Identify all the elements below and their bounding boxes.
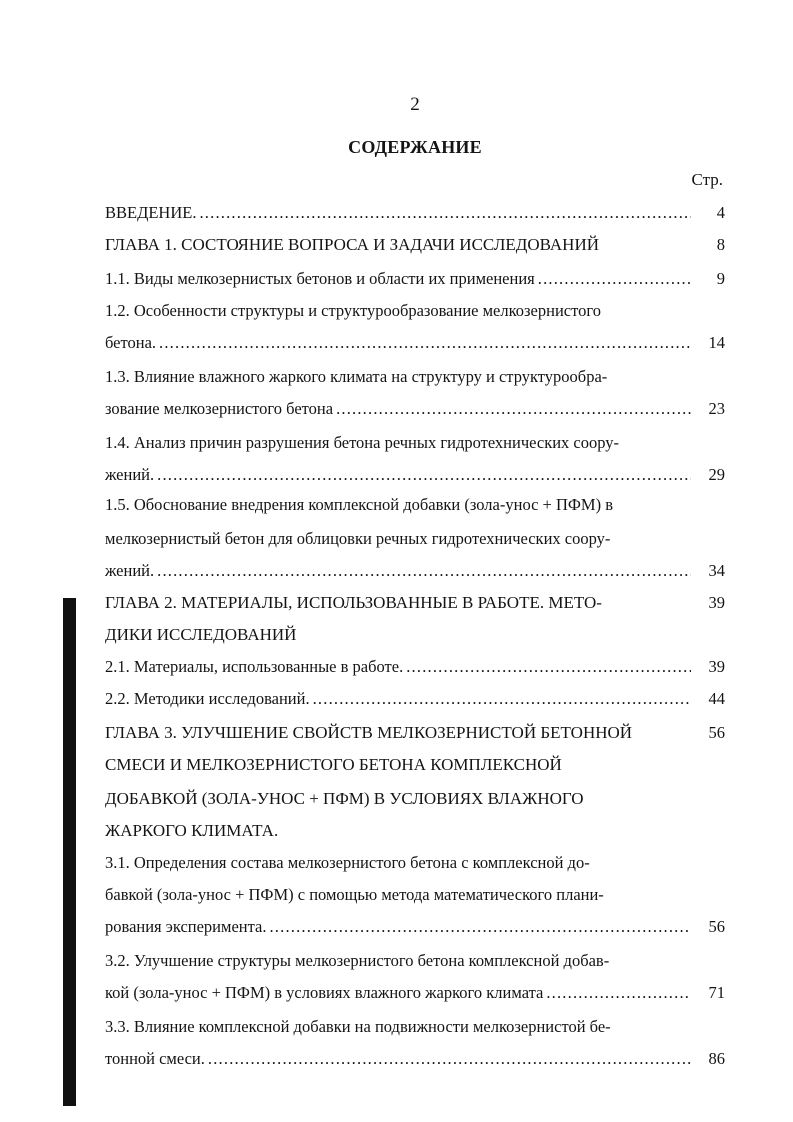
toc-entry-text: ГЛАВА 2. МАТЕРИАЛЫ, ИСПОЛЬЗОВАННЫЕ В РАБОТЕ. МЕТО-	[105, 593, 602, 612]
toc-entry	[105, 950, 725, 972]
toc-entry-text: 1.3. Влияние влажного жаркого климата на структуру и структурообра-	[105, 367, 608, 386]
dot-leader	[159, 332, 691, 354]
toc-entry	[105, 624, 725, 646]
toc-entry	[105, 528, 725, 550]
toc-page-number: 23	[708, 399, 725, 418]
toc-entry-text: ГЛАВА 1. СОСТОЯНИЕ ВОПРОСА И ЗАДАЧИ ИССЛЕДОВАНИЙ	[105, 235, 599, 254]
toc-entry-text: тонной смеси.	[105, 1049, 205, 1068]
page-title: СОДЕРЖАНИЕ	[348, 137, 482, 157]
toc-entry-text: мелкозернистый бетон для облицовки речных гидротехнических соору-	[105, 529, 611, 548]
dot-leader	[336, 398, 691, 420]
toc-page-number: 44	[708, 689, 725, 708]
page-number: 2	[410, 94, 420, 115]
toc-entry	[105, 1016, 725, 1038]
dot-leader	[157, 464, 691, 486]
toc-entry-text: ДОБАВКОЙ (ЗОЛА-УНОС + ПФМ) В УСЛОВИЯХ ВЛАЖНОГО	[105, 789, 584, 808]
toc-entry	[105, 202, 725, 224]
toc-entry-text: 3.2. Улучшение структуры мелкозернистого бетона комплексной добав-	[105, 951, 610, 970]
toc-entry	[105, 656, 725, 678]
toc-entry-text: жений.	[105, 465, 155, 484]
toc-entry-text: 2.1. Материалы, использованные в работе.	[105, 657, 404, 676]
toc-entry-text: 1.5. Обоснование внедрения комплексной добавки (зола-унос + ПФМ) в	[105, 495, 614, 514]
dot-leader	[313, 688, 691, 710]
toc-entry-text: СМЕСИ И МЕЛКОЗЕРНИСТОГО БЕТОНА КОМПЛЕКСНОЙ	[105, 755, 562, 774]
toc-entry	[105, 820, 725, 842]
toc-entry-text: кой (зола-унос + ПФМ) в условиях влажного жаркого климата	[105, 983, 544, 1002]
toc-entry-text: 1.4. Анализ причин разрушения бетона речных гидротехнических соору-	[105, 433, 620, 452]
page-column-header: Стр.	[691, 170, 723, 189]
toc-page-number: 14	[708, 333, 725, 352]
dot-leader	[538, 268, 691, 290]
toc-entry	[105, 464, 725, 486]
toc-page-number: 34	[708, 561, 725, 580]
toc-entry-text: бавкой (зола-унос + ПФМ) с помощью метода математического плани-	[105, 885, 604, 904]
toc-entry-text: жений.	[105, 561, 155, 580]
toc-entry	[105, 852, 725, 874]
toc-entry	[105, 234, 725, 256]
toc-entry-text: ГЛАВА 3. УЛУЧШЕНИЕ СВОЙСТВ МЕЛКОЗЕРНИСТОЙ БЕТОННОЙ	[105, 723, 633, 742]
toc-entry-text: зование мелкозернистого бетона	[105, 399, 334, 418]
toc-entry	[105, 884, 725, 906]
toc-entry	[105, 398, 725, 420]
toc-entry-text: ВВЕДЕНИЕ.	[105, 203, 197, 222]
toc-entry-text: 3.1. Определения состава мелкозернистого бетона с комплексной до-	[105, 853, 590, 872]
toc-entry	[105, 916, 725, 938]
toc-entry	[105, 560, 725, 582]
toc-page-number: 39	[708, 593, 725, 612]
dot-leader	[199, 202, 691, 224]
toc-entry-text: бетона.	[105, 333, 157, 352]
toc-entry	[105, 788, 725, 810]
dot-leader	[269, 916, 691, 938]
dot-leader	[406, 656, 691, 678]
toc-page-number: 9	[716, 269, 725, 288]
toc-entry-text: 2.2. Методики исследований.	[105, 689, 310, 708]
toc-entry-text: 1.1. Виды мелкозернистых бетонов и области их применения	[105, 269, 535, 288]
toc-entry	[105, 268, 725, 290]
toc-entry-text: 3.3. Влияние комплексной добавки на подвижности мелкозернистой бе-	[105, 1017, 611, 1036]
toc-entry	[105, 494, 725, 516]
toc-entry	[105, 300, 725, 322]
toc-entry	[105, 754, 725, 776]
toc-page-number: 56	[708, 723, 725, 742]
scan-edge-shadow	[63, 598, 76, 1106]
toc-page-number: 86	[708, 1049, 725, 1068]
toc-page-number: 56	[708, 917, 725, 936]
toc-entry	[105, 1048, 725, 1070]
toc-entry-text: ЖАРКОГО КЛИМАТА.	[105, 821, 279, 840]
toc-entry	[105, 366, 725, 388]
toc-page-number: 39	[708, 657, 725, 676]
toc-entry-text: 1.2. Особенности структуры и структурообразование мелкозернистого	[105, 301, 601, 320]
toc-page-number: 8	[716, 235, 725, 254]
toc-entry-text: ДИКИ ИССЛЕДОВАНИЙ	[105, 625, 297, 644]
toc-entry	[105, 592, 725, 614]
toc-entry	[105, 688, 725, 710]
toc-entry	[105, 982, 725, 1004]
toc-entry	[105, 432, 725, 454]
dot-leader	[157, 560, 691, 582]
toc-page-number: 29	[708, 465, 725, 484]
toc-entry	[105, 332, 725, 354]
toc-entry-text: рования эксперимента.	[105, 917, 267, 936]
toc-page-number: 71	[708, 983, 725, 1002]
toc-page-number: 4	[716, 203, 725, 222]
toc-entry	[105, 722, 725, 744]
dot-leader	[546, 982, 691, 1004]
dot-leader	[208, 1048, 691, 1070]
